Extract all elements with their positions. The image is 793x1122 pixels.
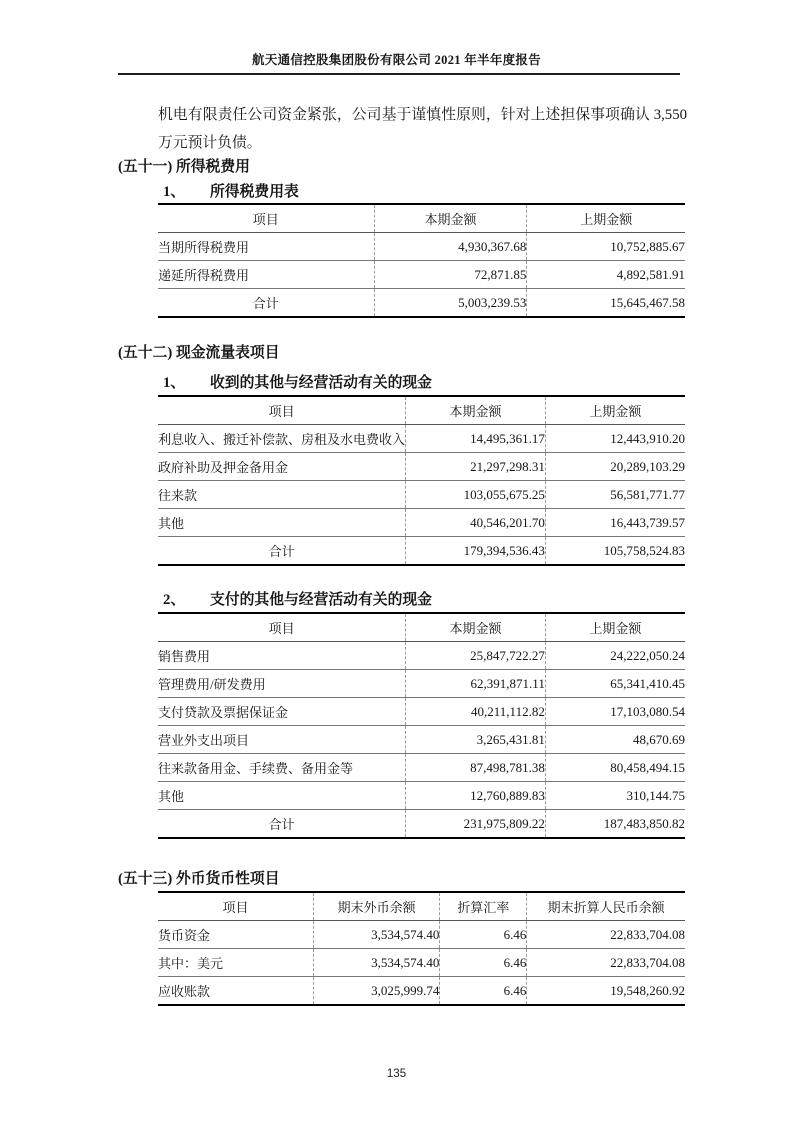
cell-item: 往来款备用金、手续费、备用金等 [158, 754, 406, 782]
cell-foreign-balance: 3,534,574.40 [313, 921, 439, 949]
col-header-prior: 上期金额 [545, 396, 685, 425]
note-paragraph-line2: 万元预计负债。 [158, 135, 262, 151]
subsection-heading-52-1 [163, 373, 793, 393]
cell-prior-amount: 105,758,524.83 [545, 537, 685, 566]
col-header-current: 本期金额 [406, 396, 546, 425]
col-header-prior: 上期金额 [545, 613, 685, 642]
cell-item: 货币资金 [158, 921, 313, 949]
cell-prior-amount: 16,443,739.57 [545, 509, 685, 537]
col-header-item: 项目 [158, 204, 374, 233]
cell-current-amount: 62,391,871.11 [406, 670, 546, 698]
cell-current-amount: 14,495,361.17 [406, 425, 546, 453]
cell-current-amount: 40,546,201.70 [406, 509, 546, 537]
cell-item: 政府补助及押金备用金 [158, 453, 406, 481]
table-total-row [158, 810, 685, 839]
col-header-foreign-balance: 期末外币余额 [313, 892, 439, 921]
cell-foreign-balance: 3,025,999.74 [313, 977, 439, 1006]
subsection-heading-52-2 [163, 590, 793, 610]
cash-paid-table [158, 612, 685, 839]
cell-item: 管理费用/研发费用 [158, 670, 406, 698]
cell-current-amount: 231,975,809.22 [406, 810, 546, 839]
cell-prior-amount: 187,483,850.82 [545, 810, 685, 839]
cell-prior-amount: 4,892,581.91 [527, 261, 685, 289]
subsection-number: 1、 [163, 184, 186, 200]
cell-prior-amount: 20,289,103.29 [545, 453, 685, 481]
cell-item: 其他 [158, 509, 406, 537]
table-header-row [158, 204, 685, 233]
col-header-prior: 上期金额 [527, 204, 685, 233]
cell-exchange-rate: 6.46 [440, 977, 527, 1006]
table-row [158, 949, 685, 977]
report-header-title: 航天通信控股集团股份有限公司 2021 年半年度报告 [251, 53, 542, 67]
table-row [158, 782, 685, 810]
table-row [158, 453, 685, 481]
cell-current-amount: 87,498,781.38 [406, 754, 546, 782]
col-header-item: 项目 [158, 892, 313, 921]
cell-total-label: 合计 [252, 296, 279, 311]
cell-current-amount: 12,760,889.83 [406, 782, 546, 810]
foreign-currency-table [158, 891, 685, 1006]
cell-item: 其他 [158, 782, 406, 810]
page-number: 135 [386, 1068, 407, 1080]
cell-current-amount: 40,211,112.82 [406, 698, 546, 726]
cell-prior-amount: 15,645,467.58 [527, 289, 685, 318]
table-total-row [158, 537, 685, 566]
cell-total-label: 合计 [268, 817, 295, 832]
cell-exchange-rate: 6.46 [440, 949, 527, 977]
table-total-row [158, 289, 685, 318]
cell-item: 其中：美元 [158, 949, 313, 977]
header-divider [118, 73, 680, 75]
table-row [158, 698, 685, 726]
table-row [158, 509, 685, 537]
cell-rmb-balance: 22,833,704.08 [527, 949, 685, 977]
cash-received-table [158, 395, 685, 566]
table-row [158, 921, 685, 949]
cell-prior-amount: 24,222,050.24 [545, 642, 685, 670]
subsection-title: 收到的其他与经营活动有关的现金 [210, 375, 432, 391]
cell-prior-amount: 310,144.75 [545, 782, 685, 810]
note-paragraph-line1: 机电有限责任公司资金紧张，公司基于谨慎性原则，针对上述担保事项确认 3,550 [158, 107, 687, 123]
table-row [158, 642, 685, 670]
cell-prior-amount: 10,752,885.67 [527, 233, 685, 261]
cell-current-amount: 25,847,722.27 [406, 642, 546, 670]
cell-prior-amount: 80,458,494.15 [545, 754, 685, 782]
cell-rmb-balance: 22,833,704.08 [527, 921, 685, 949]
note-paragraph [158, 101, 687, 157]
cell-prior-amount: 48,670.69 [545, 726, 685, 754]
cell-total-label: 合计 [268, 544, 295, 559]
table-row [158, 670, 685, 698]
section-heading-52: (五十二) 现金流量表项目 [118, 345, 280, 361]
cell-item: 当期所得税费用 [158, 233, 374, 261]
subsection-title: 支付的其他与经营活动有关的现金 [210, 592, 432, 608]
cell-current-amount: 179,394,536.43 [406, 537, 546, 566]
cell-current-amount: 4,930,367.68 [374, 233, 527, 261]
table-header-row [158, 396, 685, 425]
section-heading-51: (五十一) 所得税费用 [118, 159, 250, 175]
cell-current-amount: 5,003,239.53 [374, 289, 527, 318]
cell-prior-amount: 56,581,771.77 [545, 481, 685, 509]
table-header-row [158, 892, 685, 921]
table-row [158, 425, 685, 453]
subsection-number: 1、 [163, 375, 186, 391]
table-row [158, 726, 685, 754]
col-header-exchange-rate: 折算汇率 [440, 892, 527, 921]
subsection-number: 2、 [163, 592, 186, 608]
cell-item: 利息收入、搬迁补偿款、房租及水电费收入 [158, 425, 406, 453]
cell-item: 应收账款 [158, 984, 211, 999]
cell-current-amount: 72,871.85 [374, 261, 527, 289]
cell-current-amount: 103,055,675.25 [406, 481, 546, 509]
cell-prior-amount: 12,443,910.20 [545, 425, 685, 453]
cell-item: 支付贷款及票据保证金 [158, 698, 406, 726]
col-header-item: 项目 [158, 396, 406, 425]
cell-current-amount: 21,297,298.31 [406, 453, 546, 481]
col-header-rmb-balance: 期末折算人民币余额 [527, 892, 685, 921]
subsection-heading-51-1 [163, 182, 793, 202]
subsection-title: 所得税费用表 [210, 184, 299, 200]
col-header-current: 本期金额 [374, 204, 527, 233]
cell-item: 往来款 [158, 481, 406, 509]
cell-item: 递延所得税费用 [158, 261, 374, 289]
section-heading-53: (五十三) 外币货币性项目 [118, 871, 280, 887]
cell-current-amount: 3,265,431.81 [406, 726, 546, 754]
table-row [158, 481, 685, 509]
table-header-row [158, 613, 685, 642]
col-header-item: 项目 [158, 613, 406, 642]
cell-rmb-balance: 19,548,260.92 [527, 977, 685, 1006]
table-row [158, 977, 685, 1006]
table-row [158, 233, 685, 261]
cell-item: 营业外支出项目 [158, 726, 406, 754]
table-row [158, 261, 685, 289]
cell-prior-amount: 17,103,080.54 [545, 698, 685, 726]
cell-foreign-balance: 3,534,574.40 [313, 949, 439, 977]
col-header-current: 本期金额 [406, 613, 546, 642]
table-row [158, 754, 685, 782]
cell-exchange-rate: 6.46 [440, 921, 527, 949]
cell-item: 销售费用 [158, 642, 406, 670]
income-tax-table [158, 203, 685, 318]
cell-prior-amount: 65,341,410.45 [545, 670, 685, 698]
